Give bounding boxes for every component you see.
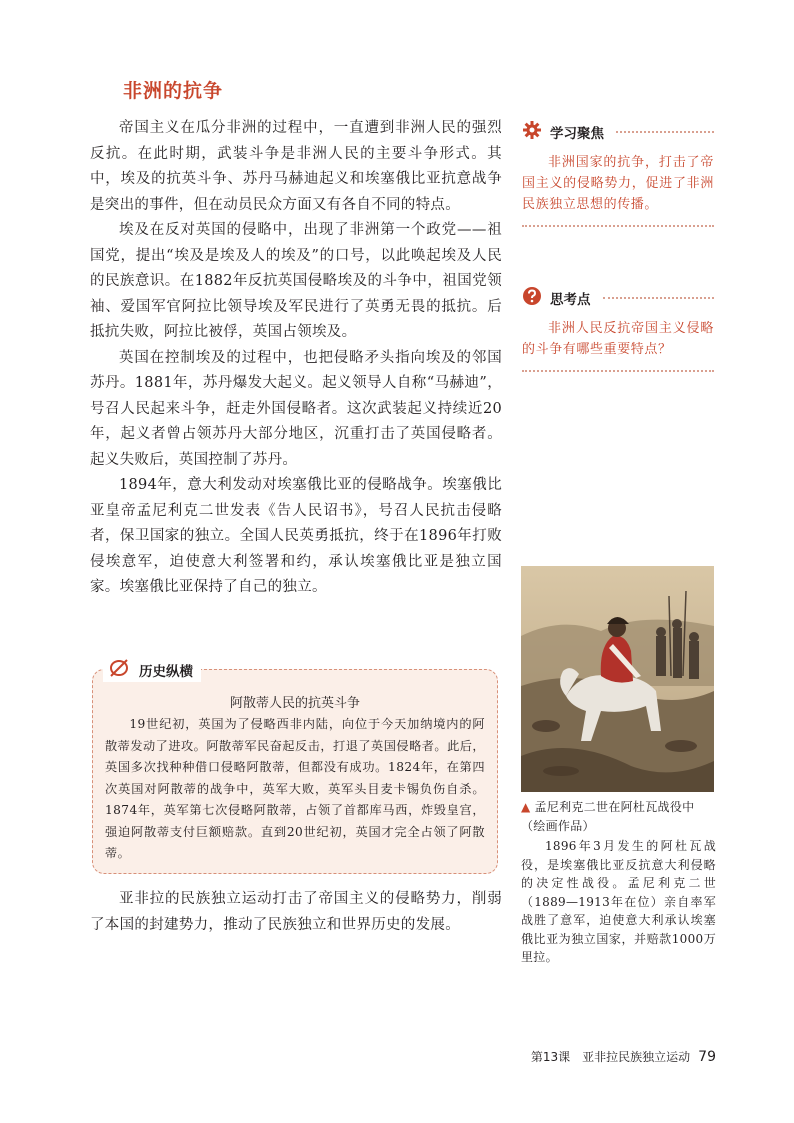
paragraph: 亚非拉的民族独立运动打击了帝国主义的侵略势力，削弱了本国的封建势力，推动了民族独立和世界历史的发展。 bbox=[90, 891, 502, 933]
caption-title-text: 孟尼利克二世在阿杜瓦战役中（绘画作品） bbox=[521, 800, 695, 833]
painting-menelik-adwa bbox=[521, 566, 714, 792]
section-title: 非洲的抗争 bbox=[123, 80, 224, 102]
question-icon bbox=[522, 286, 542, 310]
lesson-title: 第13课 亚非拉民族独立运动 bbox=[530, 1050, 691, 1064]
painting-caption bbox=[521, 798, 716, 967]
think-text: 非洲人民反抗帝国主义侵略的斗争有哪些重要特点？ bbox=[522, 321, 714, 357]
paragraph: 1894年，意大利发动对埃塞俄比亚的侵略战争。埃塞俄比亚皇帝孟尼利克二世发表《告人民诏书》，号召人民抗击侵略者，保卫国家的独立。全国人民英勇抵抗，终于在1896年打败侵埃意军，迫使意大利签署和约，承认埃塞俄比亚是独立国家。埃塞俄比亚保持了自己的独立。 bbox=[90, 477, 502, 595]
history-box-body: 19世纪初，英国为了侵略西非内陆，向位于今天加纳境内的阿散蒂发动了进攻。阿散蒂军民奋起反击，打退了英国侵略者。此后，英国多次找种种借口侵略阿散蒂，但都没有成功。1824年，在第四次英国对阿散蒂的战争中，英军大败，英军头目麦卡锡负伤自杀。1874年，英军第七次侵略阿散蒂，占领了首都库马西，炸毁皇宫，强迫阿散蒂支付巨额赔款。直到20世纪初，英国才完全占领了阿散蒂。 bbox=[105, 717, 485, 860]
think-label: 思考点 bbox=[550, 292, 591, 308]
focus-header bbox=[522, 120, 714, 144]
triangle-marker-icon: ▲ bbox=[521, 800, 531, 814]
history-box bbox=[92, 664, 498, 874]
think-header bbox=[522, 286, 714, 310]
history-box-label: 历史纵横 bbox=[139, 664, 193, 680]
history-box-header bbox=[103, 658, 201, 682]
dotted-rule bbox=[522, 370, 714, 372]
dotted-rule bbox=[522, 225, 714, 227]
main-text bbox=[90, 116, 502, 601]
caption-title bbox=[521, 798, 716, 835]
focus-block bbox=[522, 120, 714, 227]
paragraph: 帝国主义在瓜分非洲的过程中，一直遭到非洲人民的强烈反抗。在此时期，武装斗争是非洲人民的主要斗争形式。其中，埃及的抗英斗争、苏丹马赫迪起义和埃塞俄比亚抗意战争是突出的事件，但在动员民众方面又有各自不同的特点。 bbox=[90, 120, 502, 213]
caption-description: 1896年3月发生的阿杜瓦战役，是埃塞俄比亚反抗意大利侵略的决定性战役。孟尼利克二世（1889—1913年在位）亲自率军战胜了意军，迫使意大利承认埃塞俄比亚为独立国家，并赔款1000万里拉。 bbox=[521, 839, 716, 964]
dotted-rule bbox=[616, 131, 714, 133]
focus-label: 学习聚焦 bbox=[550, 126, 604, 142]
paragraph: 英国在控制埃及的过程中，也把侵略矛头指向埃及的邻国苏丹。1881年，苏丹爆发大起义。起义领导人自称“马赫迪”，号召人民起来斗争，赶走外国侵略者。这次武装起义持续近20年，起义者曾占领苏丹大部分地区，沉重打击了英国侵略者。起义失败后，英国控制了苏丹。 bbox=[90, 349, 502, 468]
closing-text bbox=[90, 887, 502, 938]
think-block bbox=[522, 286, 714, 372]
page-number: 79 bbox=[698, 1049, 716, 1065]
dotted-rule bbox=[603, 297, 715, 299]
history-box-title: 阿散蒂人民的抗英斗争 bbox=[229, 696, 360, 711]
page-footer bbox=[531, 1048, 716, 1065]
focus-gear-icon bbox=[522, 120, 542, 144]
history-compass-icon bbox=[107, 658, 131, 682]
paragraph: 埃及在反对英国的侵略中，出现了非洲第一个政党——祖国党，提出“埃及是埃及人的埃及”的口号，以此唤起埃及人民的民族意识。在1882年反抗英国侵略埃及的斗争中，祖国党领袖、爱国军官阿拉比领导埃及军民进行了英勇无畏的抵抗。后抵抗失败，阿拉比被俘，英国占领埃及。 bbox=[90, 222, 502, 340]
focus-text: 非洲国家的抗争，打击了帝国主义的侵略势力，促进了非洲民族独立思想的传播。 bbox=[522, 155, 714, 212]
